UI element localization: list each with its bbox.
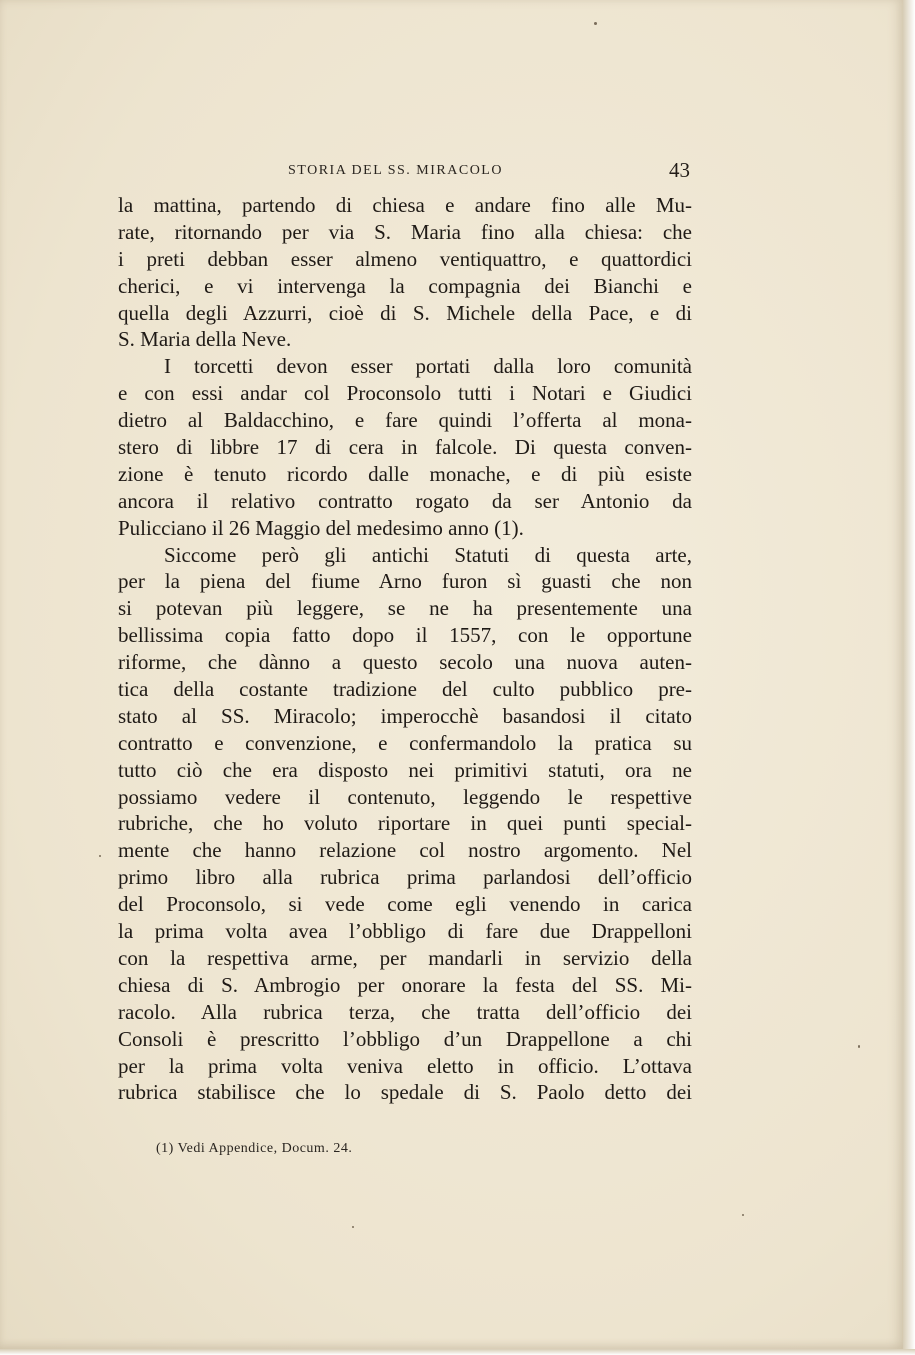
text-line: rubrica stabilisce che lo spedale di S. Paolo detto dei — [118, 1080, 692, 1105]
paper-speck — [858, 1045, 860, 1048]
text-line: per la prima volta veniva eletto in officio. L’ottava — [118, 1053, 692, 1078]
running-title: STORIA DEL SS. MIRACOLO — [288, 163, 503, 178]
text-line: la mattina, partendo di chiesa e andare fino alle Mu- — [118, 193, 692, 217]
paper-speck — [352, 1226, 354, 1228]
text-line: ancora il relativo contratto rogato da ser Antonio da — [118, 488, 692, 513]
text-line: rubriche, che ho voluto riportare in quei punti special- — [118, 811, 692, 836]
text-line: tutto ciò che era disposto nei primitivi statuti, ora ne — [118, 757, 692, 782]
page-number: 43 — [669, 158, 690, 182]
text-line: riforme, che dànno a questo secolo una nuova auten- — [118, 650, 692, 675]
text-line: chiesa di S. Ambrogio per onorare la festa del SS. Mi- — [118, 972, 692, 997]
text-line: e con essi andar col Proconsolo tutti i Notari e Giudici — [118, 381, 692, 406]
text-line: si potevan più leggere, se ne ha presentemente una — [118, 596, 692, 621]
text-line: I torcetti devon esser portati dalla loro comunità — [164, 354, 692, 379]
text-line: per la piena del fiume Arno furon sì guasti che non — [118, 569, 692, 594]
text-line: cherici, e vi intervenga la compagnia dei Bianchi e — [118, 273, 692, 298]
text-line: mente che hanno relazione col nostro argomento. Nel — [118, 838, 692, 863]
page-edge-bottom — [0, 1349, 915, 1355]
text-line: tica della costante tradizione del culto pubblico pre- — [118, 677, 692, 702]
paper-speck — [99, 855, 101, 857]
text-line: quella degli Azzurri, cioè di S. Michele della Pace, e di — [118, 300, 692, 325]
footnote: (1) Vedi Appendice, Docum. 24. — [156, 1141, 353, 1156]
text-line: primo libro alla rubrica prima parlandosi dell’officio — [118, 865, 692, 890]
text-line: Pulicciano il 26 Maggio del medesimo anno (1). — [118, 515, 524, 540]
text-line: con la respettiva arme, per mandarli in servizio della — [118, 945, 692, 970]
text-line: del Proconsolo, si vede come egli venendo in carica — [118, 892, 692, 917]
text-line: i preti debban esser almeno ventiquattro, e quattordici — [118, 246, 692, 271]
text-line: contratto e convenzione, e confermandolo la pratica su — [118, 730, 692, 755]
text-line: bellissima copia fatto dopo il 1557, con le opportune — [118, 623, 692, 648]
body-text — [118, 192, 692, 1106]
text-line: zione è tenuto ricordo dalle monache, e di più esiste — [118, 461, 692, 486]
page-header — [118, 160, 692, 186]
text-line: possiamo vedere il contenuto, leggendo le respettive — [118, 784, 692, 809]
paper-speck — [594, 22, 597, 25]
text-line: S. Maria della Neve. — [118, 327, 292, 352]
page-edge-right — [903, 0, 915, 1355]
paper-speck — [742, 1214, 744, 1216]
text-line: Consoli è prescritto l’obbligo d’un Drappellone a chi — [118, 1026, 692, 1051]
text-line: racolo. Alla rubrica terza, che tratta dell’officio dei — [118, 999, 692, 1024]
text-line: stato al SS. Miracolo; imperocchè basandosi il citato — [118, 703, 692, 728]
text-line: Siccome però gli antichi Statuti di questa arte, — [164, 542, 692, 567]
text-line: dietro al Baldacchino, e fare quindi l’offerta al mona- — [118, 408, 692, 433]
text-line: stero di libbre 17 di cera in falcole. Di questa conven- — [118, 435, 692, 460]
text-line: la prima volta avea l’obbligo di fare due Drappelloni — [118, 919, 692, 944]
text-line: rate, ritornando per via S. Maria fino alla chiesa: che — [118, 219, 692, 244]
